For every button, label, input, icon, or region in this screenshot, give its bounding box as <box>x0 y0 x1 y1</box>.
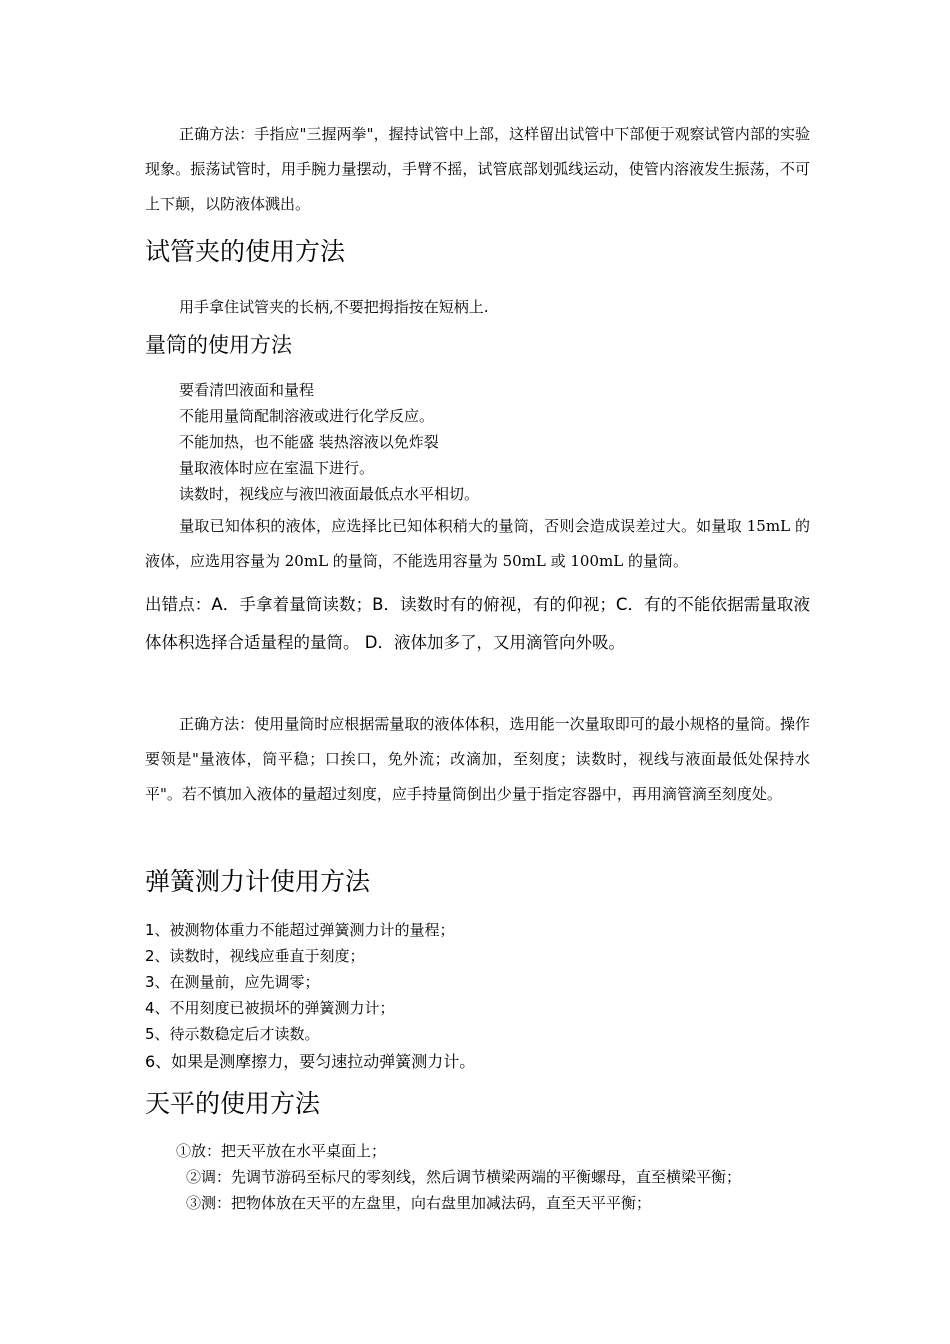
spring-item-3 <box>145 972 320 992</box>
test-tube-grip-text: 正确方法：手指应"三握两拳"，握持试管中上部，这样留出试管中下部便于观察试管内部的实验现象。振荡试管时，用手腕力量摆动，手臂不摇，试管底部划弧线运动，使管内溶液发生振荡，不可上下颠，以防液体溅出。 <box>145 125 810 213</box>
cylinder-error-points <box>145 586 810 662</box>
spring-item-6-text: 如果是测摩擦力，要匀速拉动弹簧测力计。 <box>171 1052 476 1071</box>
cylinder-point-5: 读数时，视线应与液凹液面最低点水平相切。 <box>179 485 480 503</box>
spring-item-6-num: 6、 <box>145 1052 172 1071</box>
balance-heading: 天平的使用方法 <box>145 1089 321 1118</box>
spring-item-5 <box>145 1024 320 1044</box>
spring-item-2 <box>145 946 365 966</box>
spring-item-1-text: 被测物体重力不能超过弹簧测力计的量程； <box>169 921 455 939</box>
balance-step-1: ①放：把天平放在水平桌面上； <box>176 1142 387 1160</box>
balance-step-3: ③测：把物体放在天平的左盘里，向右盘里加减法码，直至天平平衡； <box>186 1194 652 1212</box>
test-tube-clamp-heading: 试管夹的使用方法 <box>145 237 346 266</box>
spring-scale-heading: 弹簧测力计使用方法 <box>145 867 371 896</box>
spring-item-1-num: 1、 <box>145 921 170 939</box>
spring-item-4-num: 4、 <box>145 999 170 1017</box>
spring-item-1 <box>145 920 455 940</box>
cylinder-correct-method-text: 正确方法：使用量筒时应根据需量取的液体体积，选用能一次量取即可的最小规格的量筒。操作要领是"量液体，筒平稳；口挨口，免外流；改滴加，至刻度；读数时，视线与液面最低处保持水平"。若不慎加入液体的量超过刻度，应手持量筒倒出少量于指定容器中，再用滴管滴至刻度处。 <box>145 715 810 803</box>
spring-item-3-text: 在测量前，应先调零； <box>169 973 320 991</box>
cylinder-volume-note <box>145 509 810 579</box>
cylinder-point-3: 不能加热，也不能盛 装热溶液以免炸裂 <box>179 433 439 451</box>
spring-item-4 <box>145 998 395 1018</box>
balance-step-2: ②调：先调节游码至标尺的零刻线，然后调节横梁两端的平衡螺母，直至横梁平衡； <box>186 1168 742 1186</box>
cylinder-point-1: 要看清凹液面和量程 <box>179 381 315 399</box>
test-tube-clamp-text: 用手拿住试管夹的长柄,不要把拇指按在短柄上. <box>179 298 489 316</box>
graduated-cylinder-heading: 量筒的使用方法 <box>145 333 292 357</box>
cylinder-volume-note-text: 量取已知体积的液体，应选择比已知体积稍大的量筒，否则会造成误差过大。如量取 15mL 的液体，应选用容量为 20mL 的量筒，不能选用容量为 50mL 或 100mL 的量筒。 <box>145 517 810 570</box>
spring-item-2-text: 读数时，视线应垂直于刻度； <box>169 947 365 965</box>
cylinder-point-2: 不能用量筒配制溶液或进行化学反应。 <box>179 407 435 425</box>
spring-item-5-text: 待示数稳定后才读数。 <box>169 1025 320 1043</box>
cylinder-error-points-text: 出错点：A．手拿着量筒读数；B．读数时有的俯视，有的仰视；C．有的不能依据需量取液体体积选择合适量程的量筒。 D．液体加多了，又用滴管向外吸。 <box>145 595 810 652</box>
cylinder-correct-method <box>145 707 810 812</box>
spring-item-5-num: 5、 <box>145 1025 170 1043</box>
test-tube-grip-paragraph <box>145 117 810 222</box>
cylinder-point-4: 量取液体时应在室温下进行。 <box>179 459 375 477</box>
spring-item-6 <box>145 1052 475 1072</box>
spring-item-2-num: 2、 <box>145 947 170 965</box>
spring-item-4-text: 不用刻度已被损坏的弹簧测力计； <box>169 999 395 1017</box>
spring-item-3-num: 3、 <box>145 973 170 991</box>
